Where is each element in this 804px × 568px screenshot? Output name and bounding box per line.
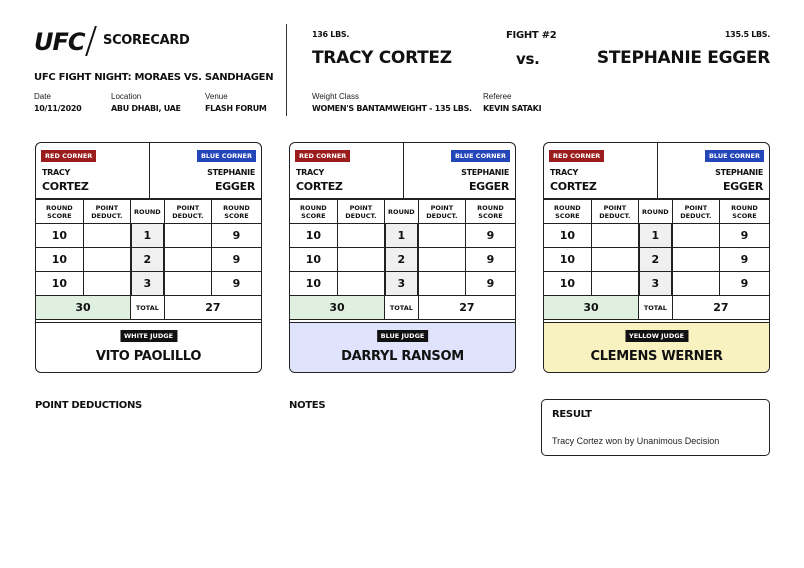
header-divider xyxy=(286,24,287,116)
red-score: 10 xyxy=(290,272,337,296)
location-label: Location xyxy=(111,92,142,101)
blue-fighter-name: STEPHANIE EGGER xyxy=(596,48,770,68)
red-fighter-name: TRACY CORTEZ xyxy=(312,48,452,68)
score-table xyxy=(290,199,515,320)
round-row xyxy=(36,272,261,296)
red-deduction xyxy=(591,272,638,296)
blue-score: 9 xyxy=(466,272,516,296)
red-round-score-header: ROUND SCORE xyxy=(36,200,83,224)
date-value: 10/11/2020 xyxy=(34,104,82,113)
red-first-name: TRACY xyxy=(550,168,578,177)
blue-total: 27 xyxy=(672,296,769,320)
red-point-deduct-header: POINT DEDUCT. xyxy=(591,200,638,224)
blue-deduction xyxy=(418,248,465,272)
blue-first-name: STEPHANIE xyxy=(715,168,763,177)
blue-point-deduct-header: POINT DEDUCT. xyxy=(672,200,719,224)
referee-label: Referee xyxy=(483,92,512,101)
red-point-deduct-header: POINT DEDUCT. xyxy=(83,200,130,224)
round-number: 3 xyxy=(131,272,165,296)
blue-corner-badge: BLUE CORNER xyxy=(705,150,764,162)
card-fighters xyxy=(544,143,769,199)
blue-score: 9 xyxy=(212,272,262,296)
judge-badge: BLUE JUDGE xyxy=(377,330,429,342)
total-row xyxy=(544,296,769,320)
red-score: 10 xyxy=(290,248,337,272)
round-row xyxy=(544,248,769,272)
judge-name: DARRYL RANSOM xyxy=(341,349,464,364)
red-corner-badge: RED CORNER xyxy=(41,150,96,162)
red-score: 10 xyxy=(544,224,591,248)
blue-total: 27 xyxy=(418,296,515,320)
red-first-name: TRACY xyxy=(42,168,70,177)
blue-total: 27 xyxy=(164,296,261,320)
blue-corner-badge: BLUE CORNER xyxy=(197,150,256,162)
round-row xyxy=(290,248,515,272)
judge-scorecard xyxy=(543,142,770,373)
red-deduction xyxy=(337,248,384,272)
red-point-deduct-header: POINT DEDUCT. xyxy=(337,200,384,224)
score-table xyxy=(36,199,261,320)
result-title: RESULT xyxy=(552,409,592,420)
blue-corner-badge: BLUE CORNER xyxy=(451,150,510,162)
ufc-logo: UFC xyxy=(34,28,85,56)
total-row xyxy=(290,296,515,320)
blue-score: 9 xyxy=(720,224,770,248)
judge-name: CLEMENS WERNER xyxy=(590,349,723,364)
red-score: 10 xyxy=(36,224,83,248)
round-row xyxy=(36,248,261,272)
judge-badge: WHITE JUDGE xyxy=(120,330,177,342)
card-fighters xyxy=(290,143,515,199)
red-score: 10 xyxy=(290,224,337,248)
notes-heading: NOTES xyxy=(289,400,326,411)
location-value: ABU DHABI, UAE xyxy=(111,104,181,113)
red-round-score-header: ROUND SCORE xyxy=(544,200,591,224)
red-score: 10 xyxy=(544,272,591,296)
total-label: TOTAL xyxy=(385,296,419,320)
result-text: Tracy Cortez won by Unanimous Decision xyxy=(552,436,720,446)
red-corner-badge: RED CORNER xyxy=(295,150,350,162)
blue-first-name: STEPHANIE xyxy=(207,168,255,177)
blue-last-name: EGGER xyxy=(468,180,509,193)
round-row xyxy=(544,272,769,296)
red-last-name: CORTEZ xyxy=(296,180,343,193)
blue-score: 9 xyxy=(720,248,770,272)
red-deduction xyxy=(337,272,384,296)
venue-value: FLASH FORUM xyxy=(205,104,267,113)
round-number: 2 xyxy=(385,248,419,272)
red-deduction xyxy=(591,248,638,272)
score-table xyxy=(544,199,769,320)
blue-fighter-weight: 135.5 LBS. xyxy=(724,30,770,39)
judge-section xyxy=(290,322,515,373)
blue-deduction xyxy=(418,224,465,248)
red-corner-badge: RED CORNER xyxy=(549,150,604,162)
blue-point-deduct-header: POINT DEDUCT. xyxy=(164,200,211,224)
red-total: 30 xyxy=(544,296,639,320)
fight-number: FIGHT #2 xyxy=(506,30,557,41)
blue-deduction xyxy=(672,272,719,296)
vs-label: vs. xyxy=(516,50,540,68)
weight-class-label: Weight Class xyxy=(312,92,359,101)
red-deduction xyxy=(83,248,130,272)
round-row xyxy=(290,272,515,296)
round-number: 2 xyxy=(639,248,673,272)
blue-first-name: STEPHANIE xyxy=(461,168,509,177)
venue-label: Venue xyxy=(205,92,228,101)
red-score: 10 xyxy=(36,272,83,296)
red-total: 30 xyxy=(290,296,385,320)
judge-section xyxy=(544,322,769,373)
blue-last-name: EGGER xyxy=(722,180,763,193)
judge-section xyxy=(36,322,261,373)
round-row xyxy=(544,224,769,248)
blue-round-score-header: ROUND SCORE xyxy=(720,200,770,224)
red-first-name: TRACY xyxy=(296,168,324,177)
blue-round-score-header: ROUND SCORE xyxy=(212,200,262,224)
round-row xyxy=(290,224,515,248)
total-row xyxy=(36,296,261,320)
blue-score: 9 xyxy=(720,272,770,296)
round-number: 1 xyxy=(639,224,673,248)
round-number: 3 xyxy=(385,272,419,296)
blue-score: 9 xyxy=(466,224,516,248)
round-number: 2 xyxy=(131,248,165,272)
blue-point-deduct-header: POINT DEDUCT. xyxy=(418,200,465,224)
round-number: 1 xyxy=(131,224,165,248)
round-number: 1 xyxy=(385,224,419,248)
blue-deduction xyxy=(418,272,465,296)
referee-value: KEVIN SATAKI xyxy=(483,104,542,113)
event-name: UFC FIGHT NIGHT: MORAES VS. SANDHAGEN xyxy=(34,72,274,83)
round-number: 3 xyxy=(639,272,673,296)
red-last-name: CORTEZ xyxy=(42,180,89,193)
red-deduction xyxy=(83,272,130,296)
total-label: TOTAL xyxy=(639,296,673,320)
blue-deduction xyxy=(164,272,211,296)
round-header: ROUND xyxy=(131,200,165,224)
red-deduction xyxy=(591,224,638,248)
blue-deduction xyxy=(672,248,719,272)
blue-deduction xyxy=(164,248,211,272)
blue-round-score-header: ROUND SCORE xyxy=(466,200,516,224)
red-fighter-weight: 136 LBS. xyxy=(312,30,350,39)
scorecard-title: SCORECARD xyxy=(103,33,190,48)
blue-deduction xyxy=(164,224,211,248)
logo-divider xyxy=(85,26,97,56)
total-label: TOTAL xyxy=(131,296,165,320)
red-total: 30 xyxy=(36,296,131,320)
round-row xyxy=(36,224,261,248)
date-label: Date xyxy=(34,92,51,101)
round-header: ROUND xyxy=(639,200,673,224)
red-last-name: CORTEZ xyxy=(550,180,597,193)
blue-score: 9 xyxy=(212,224,262,248)
red-round-score-header: ROUND SCORE xyxy=(290,200,337,224)
card-fighters xyxy=(36,143,261,199)
weight-class-value: WOMEN'S BANTAMWEIGHT - 135 LBS. xyxy=(312,104,472,113)
judge-badge: YELLOW JUDGE xyxy=(625,330,688,342)
blue-score: 9 xyxy=(466,248,516,272)
result-box xyxy=(541,399,770,456)
round-header: ROUND xyxy=(385,200,419,224)
blue-deduction xyxy=(672,224,719,248)
judge-name: VITO PAOLILLO xyxy=(95,349,202,364)
red-score: 10 xyxy=(544,248,591,272)
judge-scorecard xyxy=(289,142,516,373)
red-score: 10 xyxy=(36,248,83,272)
judge-scorecard xyxy=(35,142,262,373)
blue-last-name: EGGER xyxy=(214,180,255,193)
point-deductions-heading: POINT DEDUCTIONS xyxy=(35,400,142,411)
blue-score: 9 xyxy=(212,248,262,272)
red-deduction xyxy=(83,224,130,248)
red-deduction xyxy=(337,224,384,248)
